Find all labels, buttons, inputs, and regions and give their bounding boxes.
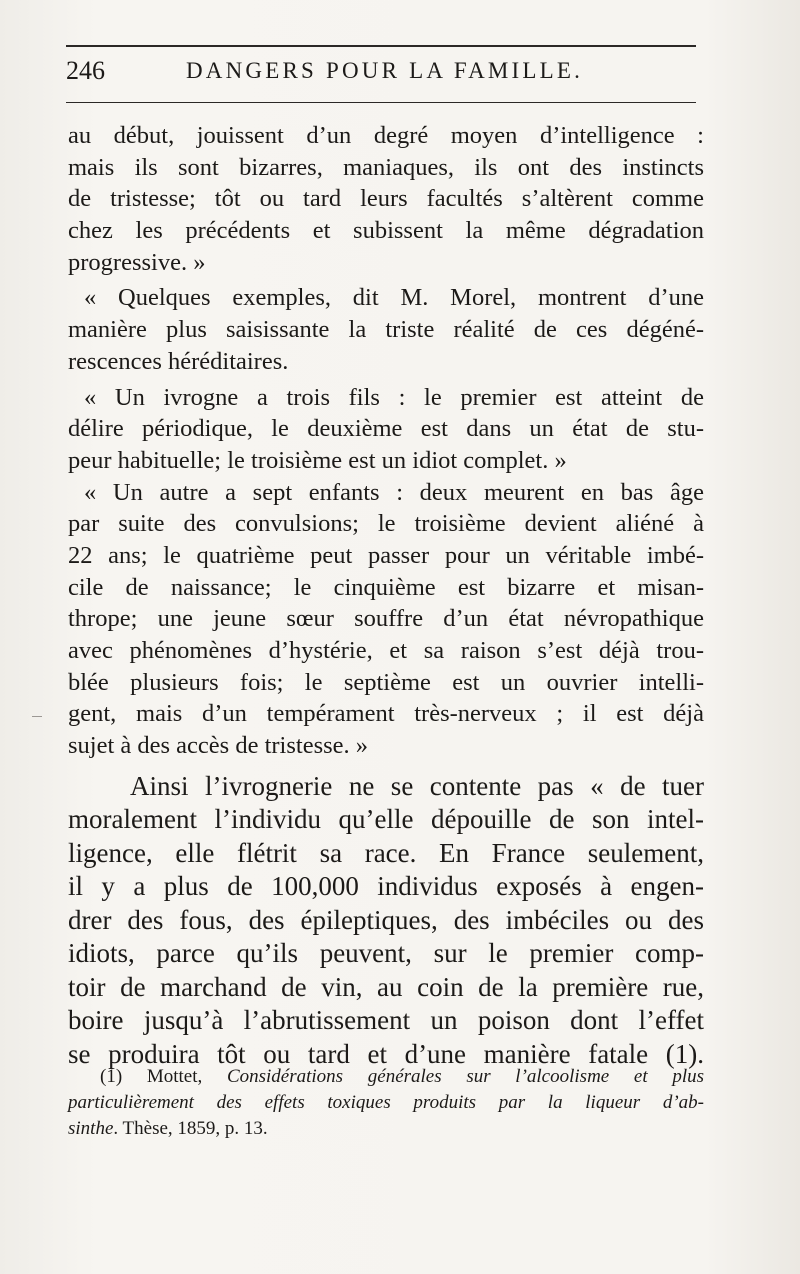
text-line: par suite des convulsions; le troisième devient aliéné à: [68, 510, 704, 538]
footnote-line: [68, 1064, 704, 1090]
text-line: boire jusqu’à l’abrutissement un poison dont l’effet: [68, 1005, 704, 1036]
text-line: 22 ans; le quatrième peut passer pour un véritable imbé-: [68, 541, 704, 569]
running-head: DANGERS POUR LA FAMILLE.: [186, 58, 584, 83]
footnote: [68, 1064, 704, 1142]
page-header: [66, 52, 696, 90]
text-line: gent, mais d’un tempérament très-nerveux ; il est déjà: [68, 700, 704, 728]
text-line: « Quelques exemples, dit M. Morel, montrent d’une: [84, 284, 704, 312]
text-line: peur habituelle; le troisième est un idiot complet. »: [68, 446, 567, 474]
footnote-line: [68, 1116, 704, 1142]
text-line: blée plusieurs fois; le septième est un ouvrier intelli-: [68, 668, 704, 696]
text-line: mais ils sont bizarres, maniaques, ils ont des instincts: [68, 153, 704, 181]
footnote-title: sinthe: [68, 1118, 114, 1139]
text-line: il y a plus de 100,000 individus exposés à engen-: [68, 871, 704, 902]
footnote-marker: (1) Mottet,: [100, 1066, 227, 1087]
text-line: toir de marchand de vin, au coin de la première rue,: [68, 971, 704, 1002]
text-line: de tristesse; tôt ou tard leurs facultés s’altèrent comme: [68, 185, 704, 213]
footnote-title: particulièrement des effets toxiques produits par la liqueur d’ab-: [68, 1092, 704, 1113]
text-line: manière plus saisissante la triste réalité de ces dégéné-: [68, 316, 704, 344]
text-line: au début, jouissent d’un degré moyen d’intelligence :: [68, 122, 704, 149]
margin-mark: [32, 716, 42, 717]
text-line: se produira tôt ou tard et d’une manière fatale (1).: [68, 1038, 704, 1069]
text-line: Ainsi l’ivrognerie ne se contente pas « de tuer: [130, 770, 704, 801]
text-line: « Un autre a sept enfants : deux meurent en bas âge: [84, 478, 704, 506]
text-line: thrope; une jeune sœur souffre d’un état névropathique: [68, 605, 704, 633]
header-rule-bottom: [66, 102, 696, 103]
footnote-line: [68, 1090, 704, 1116]
body-text: [68, 120, 704, 1071]
text-line: rescences héréditaires.: [68, 347, 289, 375]
text-line: cile de naissance; le cinquième est bizarre et misan-: [68, 573, 704, 601]
text-line: progressive. »: [68, 248, 206, 276]
page-number: 246: [66, 56, 105, 85]
text-line: ligence, elle flétrit sa race. En France seulement,: [68, 837, 704, 868]
text-line: chez les précédents et subissent la même dégradation: [68, 217, 704, 245]
footnote-title: Considérations générales sur l’alcoolisme et plus: [226, 1066, 704, 1087]
text-line: moralement l’individu qu’elle dépouille de son intel-: [68, 804, 704, 835]
text-line: avec phénomènes d’hystérie, et sa raison s’est déjà trou-: [68, 637, 704, 664]
header-rule-top: [66, 45, 696, 47]
footnote-citation: . Thèse, 1859, p. 13.: [113, 1118, 268, 1139]
text-line: sujet à des accès de tristesse. »: [68, 732, 369, 760]
text-line: drer des fous, des épileptiques, des imbéciles ou des: [68, 904, 704, 935]
text-line: délire périodique, le deuxième est dans un état de stu-: [68, 415, 704, 443]
text-line: idiots, parce qu’ils peuvent, sur le premier comp-: [68, 938, 704, 969]
text-line: « Un ivrogne a trois fils : le premier est atteint de: [84, 383, 704, 411]
